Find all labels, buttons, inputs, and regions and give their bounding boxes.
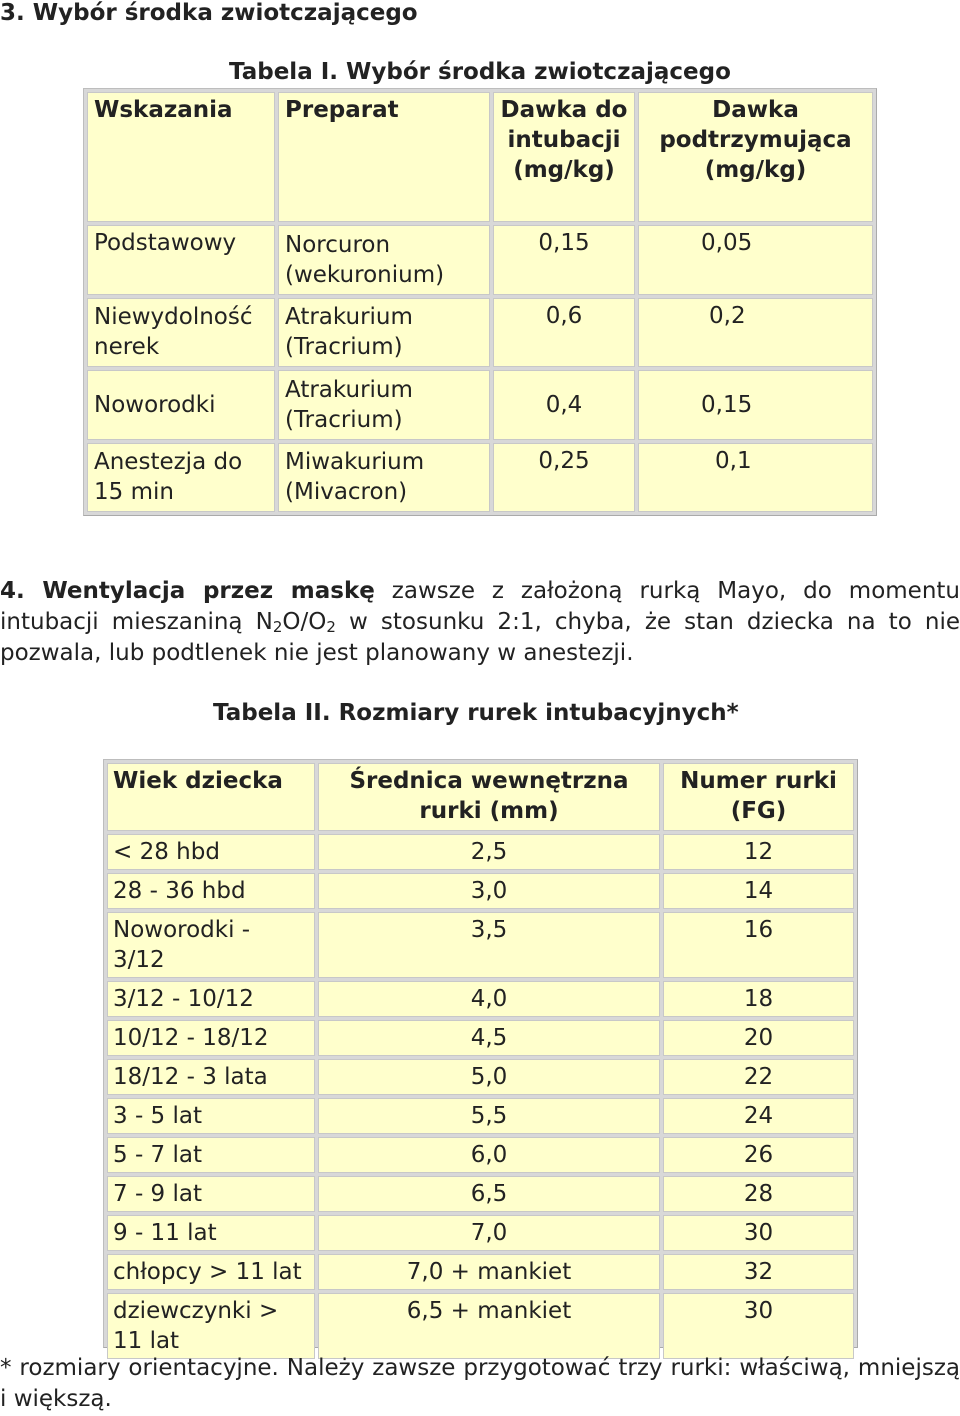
cell-wiek: 10/12 - 18/12 [107, 1020, 315, 1056]
cell-preparat: Atrakurium (Tracrium) [278, 298, 490, 368]
section-4-lead: 4. Wentylacja przez maskę [0, 578, 375, 604]
table-2-header-srednica: Średnica wewnętrzna rurki (mm) [318, 763, 660, 831]
cell-numer: 16 [663, 912, 854, 978]
table-2 [103, 759, 858, 1354]
cell-wiek: chłopcy > 11 lat [107, 1254, 315, 1290]
section-4-text-a: zawsze z założoną rurką Mayo, do momentu intubacji mieszaniną N [0, 578, 960, 635]
table-row [87, 225, 873, 295]
table-row [107, 1254, 854, 1290]
table-1-header-preparat: Preparat [278, 92, 490, 222]
table-2-header-wiek: Wiek dziecka [107, 763, 315, 831]
cell-wskazania: Noworodki [87, 370, 275, 440]
table-2-header-numer: Numer rurki (FG) [663, 763, 854, 831]
table-2-caption: Tabela II. Rozmiary rurek intubacyjnych* [213, 700, 739, 726]
cell-srednica: 4,0 [318, 981, 660, 1017]
table-1-header-dawka-podtrzymujaca: Dawka podtrzymująca (mg/kg) [638, 92, 873, 222]
cell-wskazania: Anestezja do 15 min [87, 443, 275, 513]
cell-srednica: 6,0 [318, 1137, 660, 1173]
cell-wskazania: Niewydolność nerek [87, 298, 275, 368]
cell-numer: 30 [663, 1293, 854, 1359]
cell-wiek: 5 - 7 lat [107, 1137, 315, 1173]
section-4-text-b: O/O [282, 609, 327, 635]
table-row [107, 1176, 854, 1212]
section-4-text-c: w stosunku 2:1, chyba, że stan dziecka na to nie pozwala, lub podtlenek nie jest planowany w anestezji. [0, 609, 960, 666]
cell-dawka-intubacji: 0,25 [493, 443, 635, 513]
table-row [87, 443, 873, 513]
cell-numer: 30 [663, 1215, 854, 1251]
cell-wiek: < 28 hbd [107, 834, 315, 870]
cell-wiek: 7 - 9 lat [107, 1176, 315, 1212]
table-1-header-wskazania: Wskazania [87, 92, 275, 222]
table-1-caption: Tabela I. Wybór środka zwiotczającego [229, 59, 731, 85]
cell-numer: 20 [663, 1020, 854, 1056]
cell-dawka-podtrzymujaca: 0,2 [638, 298, 873, 368]
subscript-2: 2 [272, 618, 283, 636]
table-row [107, 834, 854, 870]
table-1 [83, 88, 877, 516]
cell-srednica: 5,0 [318, 1059, 660, 1095]
subscript-2: 2 [326, 618, 336, 636]
cell-srednica: 7,0 [318, 1215, 660, 1251]
cell-wiek: 18/12 - 3 lata [107, 1059, 315, 1095]
cell-wiek: Noworodki - 3/12 [107, 912, 315, 978]
cell-srednica: 6,5 [318, 1176, 660, 1212]
cell-srednica: 7,0 + mankiet [318, 1254, 660, 1290]
table-row [107, 912, 854, 978]
cell-numer: 26 [663, 1137, 854, 1173]
cell-wiek: 3 - 5 lat [107, 1098, 315, 1134]
cell-dawka-podtrzymujaca: 0,1 [638, 443, 873, 513]
table-row [107, 1215, 854, 1251]
table-row [107, 1098, 854, 1134]
cell-wiek: dziewczynki > 11 lat [107, 1293, 315, 1359]
table-1-header-dawka-intubacji: Dawka do intubacji (mg/kg) [493, 92, 635, 222]
table-row [107, 1020, 854, 1056]
cell-numer: 28 [663, 1176, 854, 1212]
table-row [87, 370, 873, 440]
cell-dawka-intubacji: 0,4 [493, 370, 635, 440]
section-4-paragraph [0, 576, 960, 669]
cell-dawka-intubacji: 0,15 [493, 225, 635, 295]
cell-numer: 12 [663, 834, 854, 870]
table-2-header-row [107, 763, 854, 831]
cell-srednica: 3,5 [318, 912, 660, 978]
table-1-header-row [87, 92, 873, 222]
cell-numer: 24 [663, 1098, 854, 1134]
cell-srednica: 5,5 [318, 1098, 660, 1134]
cell-srednica: 6,5 + mankiet [318, 1293, 660, 1359]
cell-preparat: Atrakurium (Tracrium) [278, 370, 490, 440]
cell-preparat: Miwakurium (Mivacron) [278, 443, 490, 513]
cell-wiek: 9 - 11 lat [107, 1215, 315, 1251]
cell-preparat: Norcuron (wekuronium) [278, 225, 490, 295]
table-row [107, 981, 854, 1017]
section-3-title: 3. Wybór środka zwiotczającego [0, 0, 418, 26]
cell-numer: 18 [663, 981, 854, 1017]
cell-srednica: 2,5 [318, 834, 660, 870]
cell-srednica: 4,5 [318, 1020, 660, 1056]
cell-dawka-podtrzymujaca: 0,15 [638, 370, 873, 440]
cell-wiek: 3/12 - 10/12 [107, 981, 315, 1017]
table-row [107, 873, 854, 909]
cell-wskazania: Podstawowy [87, 225, 275, 295]
table-row [107, 1137, 854, 1173]
footnote: * rozmiary orientacyjne. Należy zawsze przygotować trzy rurki: właściwą, mniejszą i większą. [0, 1355, 960, 1412]
cell-dawka-intubacji: 0,6 [493, 298, 635, 368]
cell-dawka-podtrzymujaca: 0,05 [638, 225, 873, 295]
cell-numer: 22 [663, 1059, 854, 1095]
cell-numer: 14 [663, 873, 854, 909]
cell-srednica: 3,0 [318, 873, 660, 909]
cell-wiek: 28 - 36 hbd [107, 873, 315, 909]
table-row [107, 1293, 854, 1359]
cell-numer: 32 [663, 1254, 854, 1290]
table-row [107, 1059, 854, 1095]
table-row [87, 298, 873, 368]
